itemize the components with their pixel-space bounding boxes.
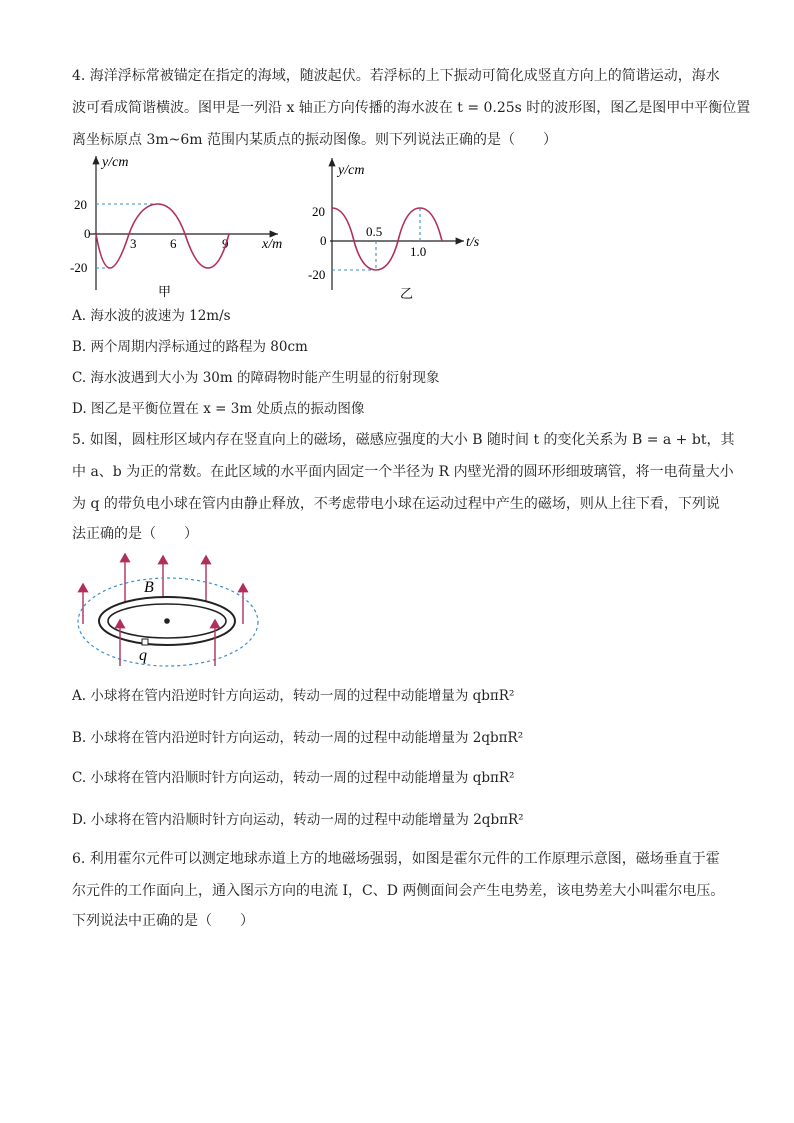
charged-ball <box>142 639 148 645</box>
figure-caption-yi: 乙 <box>400 286 414 300</box>
q4-option-d: D. 图乙是平衡位置在 x = 3m 处质点的振动图像 <box>72 401 365 417</box>
q6-stem-line-2: 尔元件的工作面向上，通入图示方向的电流 I，C、D 两侧面间会产生电势差，该电势差大小叫霍尔电压。 <box>72 883 725 899</box>
x-tick-6: 6 <box>170 236 177 251</box>
q5-option-b: B. 小球将在管内沿逆时针方向运动，转动一周的过程中动能增量为 2qbπR² <box>72 730 524 746</box>
y-axis-label: y/cm <box>338 163 365 178</box>
q4-figure-jia <box>68 152 298 300</box>
q6-stem-line-3: 下列说法中正确的是（ ） <box>72 913 254 929</box>
q5-option-d: D. 小球将在管内沿顺时针方向运动，转动一周的过程中动能增量为 2qbπR² <box>72 812 524 828</box>
q6-stem-line-1: 6. 利用霍尔元件可以测定地球赤道上方的地磁场强弱，如图是霍尔元件的工作原理示意图，磁场垂直于霍 <box>72 851 720 867</box>
t-tick-0.5: 0.5 <box>366 224 383 239</box>
label-q: q <box>139 647 147 664</box>
q5-figure <box>70 548 266 672</box>
q5-stem-line-4: 法正确的是（ ） <box>72 526 198 542</box>
y-tick-neg20: -20 <box>70 260 88 275</box>
q5-option-a: A. 小球将在管内沿逆时针方向运动，转动一周的过程中动能增量为 qbπR² <box>72 688 515 704</box>
y-tick-20: 20 <box>312 204 325 219</box>
q5-stem-line-2: 中 a、b 为正的常数。在此区域的水平面内固定一个半径为 R 内壁光滑的圆环形细玻璃管，将一电荷量大小 <box>72 464 734 480</box>
x-axis-label: x/m <box>262 237 283 252</box>
y-tick-0: 0 <box>320 233 327 248</box>
q4-stem-line-2: 波可看成简谐横波。图甲是一列沿 x 轴正方向传播的海水波在 t = 0.25s 时的波形图，图乙是图甲中平衡位置 <box>72 100 751 116</box>
wave-curve <box>96 204 229 268</box>
q4-figure-yi <box>308 152 488 300</box>
center-dot <box>164 618 170 624</box>
y-tick-20: 20 <box>74 197 87 212</box>
q4-stem-line-3: 离坐标原点 3m~6m 范围内某质点的振动图像。则下列说法正确的是（ ） <box>72 132 557 148</box>
label-b: B <box>144 579 154 596</box>
x-tick-9: 9 <box>222 236 229 251</box>
figure-caption-jia: 甲 <box>158 284 172 299</box>
y-tick-neg20: -20 <box>308 267 326 282</box>
y-axis-label: y/cm <box>102 155 129 170</box>
q5-stem-line-3: 为 q 的带负电小球在管内由静止释放，不考虑带电小球在运动过程中产生的磁场，则从上往下看，下列说 <box>72 496 720 512</box>
t-tick-1.0: 1.0 <box>410 244 427 259</box>
x-tick-3: 3 <box>130 236 137 251</box>
q4-option-b: B. 两个周期内浮标通过的路程为 80cm <box>72 339 308 355</box>
q4-option-a: A. 海水波的波速为 12m/s <box>72 308 231 324</box>
vibration-curve <box>332 208 442 270</box>
y-tick-0: 0 <box>84 226 91 241</box>
q4-stem-line-1: 4. 海洋浮标常被锚定在指定的海域，随波起伏。若浮标的上下振动可简化成竖直方向上的简谐运动，海水 <box>72 68 720 84</box>
q4-option-c: C. 海水波遇到大小为 30m 的障碍物时能产生明显的衍射现象 <box>72 370 440 386</box>
q5-stem-line-1: 5. 如图，圆柱形区域内存在竖直向上的磁场，磁感应强度的大小 B 随时间 t 的变化关系为 B = a + bt，其 <box>72 432 735 448</box>
q5-option-c: C. 小球将在管内沿顺时针方向运动，转动一周的过程中动能增量为 qbπR² <box>72 770 515 786</box>
x-axis-label: t/s <box>466 235 480 250</box>
